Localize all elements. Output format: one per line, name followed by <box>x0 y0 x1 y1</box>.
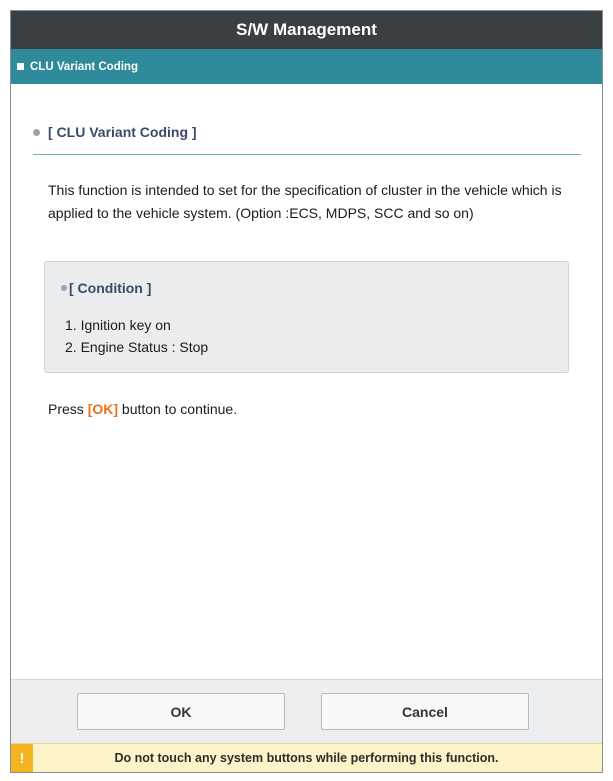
function-description: This function is intended to set for the specification of cluster in the vehicle which is applied to the vehicle system. (Option :ECS, MDPS, SCC and so on) <box>48 182 562 221</box>
window-title: S/W Management <box>11 11 602 49</box>
condition-list <box>65 314 208 358</box>
section-label: CLU Variant Coding <box>30 60 138 73</box>
condition-title-text: [ Condition ] <box>69 280 152 296</box>
bullet-dot-icon <box>61 285 67 291</box>
bullet-dot-icon <box>33 129 40 136</box>
content-heading <box>33 124 197 140</box>
condition-box <box>44 261 569 373</box>
content-heading-text: [ CLU Variant Coding ] <box>48 124 197 140</box>
heading-divider <box>33 154 581 155</box>
condition-item: 2. Engine Status : Stop <box>65 339 209 355</box>
prompt-suffix: button to continue. <box>118 401 238 417</box>
section-bar <box>11 49 602 84</box>
condition-item: 1. Ignition key on <box>65 317 171 333</box>
warning-text: Do not touch any system buttons while performing this function. <box>114 751 499 765</box>
condition-title <box>61 280 151 296</box>
ok-button[interactable]: OK <box>77 693 285 730</box>
warning-bar <box>11 743 602 772</box>
prompt-ok-highlight: [OK] <box>87 401 119 417</box>
square-bullet-icon <box>17 63 24 70</box>
warning-exclamation-icon: ! <box>11 744 33 772</box>
continue-prompt <box>48 401 237 417</box>
cancel-button[interactable]: Cancel <box>321 693 529 730</box>
prompt-prefix: Press <box>48 401 88 417</box>
dialog-window <box>10 10 603 773</box>
button-bar <box>11 679 602 743</box>
